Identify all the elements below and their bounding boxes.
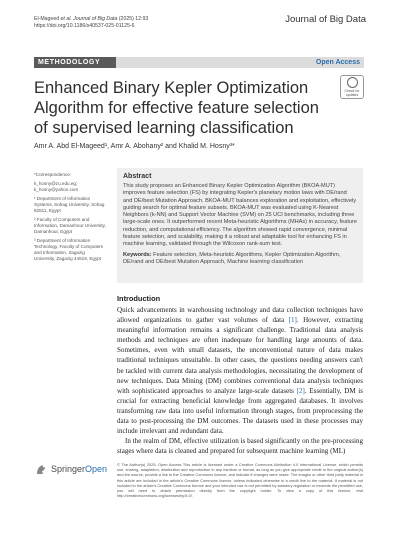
abstract-box [117, 168, 363, 283]
affiliations-sidebar [34, 172, 106, 265]
keywords-text: Feature selection, Meta-heuristic Algorithms, Kepler Optimization Algorithm, DE/rand and DE/best Mutation Approach, Machine learning classification [123, 251, 341, 265]
p1-text-b: . However, extracting meaningful information remains a significant challenge. Traditional data analysis methods and techniques are often inadequate for handling large amounts of data. Sometimes, even with small datasets, the unconventional nature of data makes traditional techniques unsuitable. In other cases, the questions needing answers can't be tackled with current data analysis methodologies, necessitating the development of new techniques. Data Mining (DM) combines conventional data analysis techniques with sophisticated approaches to analyze large-scale datasets [117, 316, 363, 395]
article-type-label: METHODOLOGY [34, 57, 116, 68]
keywords-label: Keywords: [123, 251, 152, 258]
affiliation-2: ² Faculty of Computers and Information, Damanhour University, Damanhour, Egypt [34, 217, 106, 234]
introduction-body [117, 305, 363, 456]
abstract-heading: Abstract [123, 173, 152, 180]
citation-year: (2025) 12:93 [118, 16, 149, 22]
abstract-text: This study proposes an Enhanced Binary Kepler Optimization Algorithm (BKOA-MUT) improves feature selection (FS) by integrating Kepler's planetary motion laws with DE/rand and DE/best Mutation Approach. BKOA-MUT balances exploration and exploitation, effectively guiding search for optimal feature subsets. BKOA-MUT was evaluated using K-Nearest Neighbors (k-NN) and Support Vector Machine (SVM) on 25 UCI benchmarks, including three large-scale ones. It outperformed recent Meta-heuristic Algorithms (MHAs) in accuracy, feature reduction, and computational efficiency. The algorithm showed rapid convergence, minimal feature selection, and scalability, making it a robust and adaptable tool for enhancing FS in machine learning, validated through the Wilcoxon rank-sum test. [123, 183, 357, 248]
citation-etal: et al. [60, 16, 72, 22]
intro-paragraph-1 [117, 305, 363, 436]
affiliation-1: ¹ Department of Information Systems, Sohag University, Sohag 82511, Egypt [34, 196, 105, 213]
author-list: Amr A. Abd El-Mageed¹, Amr A. Abohany² and Khalid M. Hosny³* [34, 143, 235, 150]
publisher-name-a: Springer [51, 464, 86, 474]
citation-ref-2[interactable]: [2] [296, 386, 305, 395]
introduction-heading: Introduction [117, 294, 161, 303]
open-access-label: Open Access [315, 59, 360, 66]
springer-open-logo [34, 462, 107, 476]
p1-text-c: . Essentially, DM is crucial for extracting beneficial knowledge from aggregated databases. It involves transforming raw data into useful information through stages, from preprocessing the data to post-processing the DM outcomes. The datasets used in these processes may include irrelevant and redundant data. [117, 386, 363, 436]
correspondence-label: *Correspondence: [34, 172, 72, 177]
springer-horse-icon [34, 462, 48, 476]
intro-paragraph-2: In the realm of DM, effective utilization is based significantly on the pre-processing stages where data is cleaned and prepared for subsequent machine learning (ML) [117, 437, 363, 456]
section-bar [34, 57, 364, 68]
citation-journal: Journal of Big Data [73, 16, 118, 22]
p1-text-a: Quick advancements in warehousing technology and data collection techniques have allowed organizations to gather vast volumes of data [117, 306, 363, 325]
update-icon [347, 77, 358, 88]
correspondence-email[interactable]: k_hosny@zu.edu.eg; k_hosny@yahoo.com [34, 181, 79, 192]
badge-text: Check for updates [344, 89, 360, 97]
doi-link[interactable]: https://doi.org/10.1186/s40537-025-01125-6 [34, 23, 135, 29]
citation-header [34, 16, 148, 30]
publisher-name-b: Open [85, 464, 108, 474]
affiliation-3: ³ Department of Information Technology, Faculty of Computers and Information, Zagazig University, Zagazig 44519, Egypt [34, 238, 104, 261]
keywords [123, 252, 357, 267]
check-for-updates-badge[interactable] [340, 75, 364, 99]
publisher-name [51, 464, 107, 474]
journal-name: Journal of Big Data [285, 14, 366, 25]
article-title: Enhanced Binary Kepler Optimization Algorithm for effective feature selection of supervised learning classification [34, 79, 319, 137]
citation-ref-1[interactable]: [1] [288, 316, 297, 325]
citation-author: El-Mageed [34, 16, 60, 22]
license-footer: © The Author(s) 2025. Open Access This article is licensed under a Creative Commons Attribution 4.0 International License, which permits use, sharing, adaptation, distribution and reproduction in any medium or format, as long as you give appropriate credit to the original author(s) and the source, provide a link to the Creative Commons licence, and indicate if changes were made. The images or other third party material in this article are included in the article's Creative Commons licence, unless indicated otherwise in a credit line to the material. If material is not included in the article's Creative Commons licence and your intended use is not permitted by statutory regulation or exceeds the permitted use, you will need to obtain permission directly from the copyright holder. To view a copy of this licence, visit http://creativecommons.org/licenses/by/4.0/. [117, 462, 363, 499]
